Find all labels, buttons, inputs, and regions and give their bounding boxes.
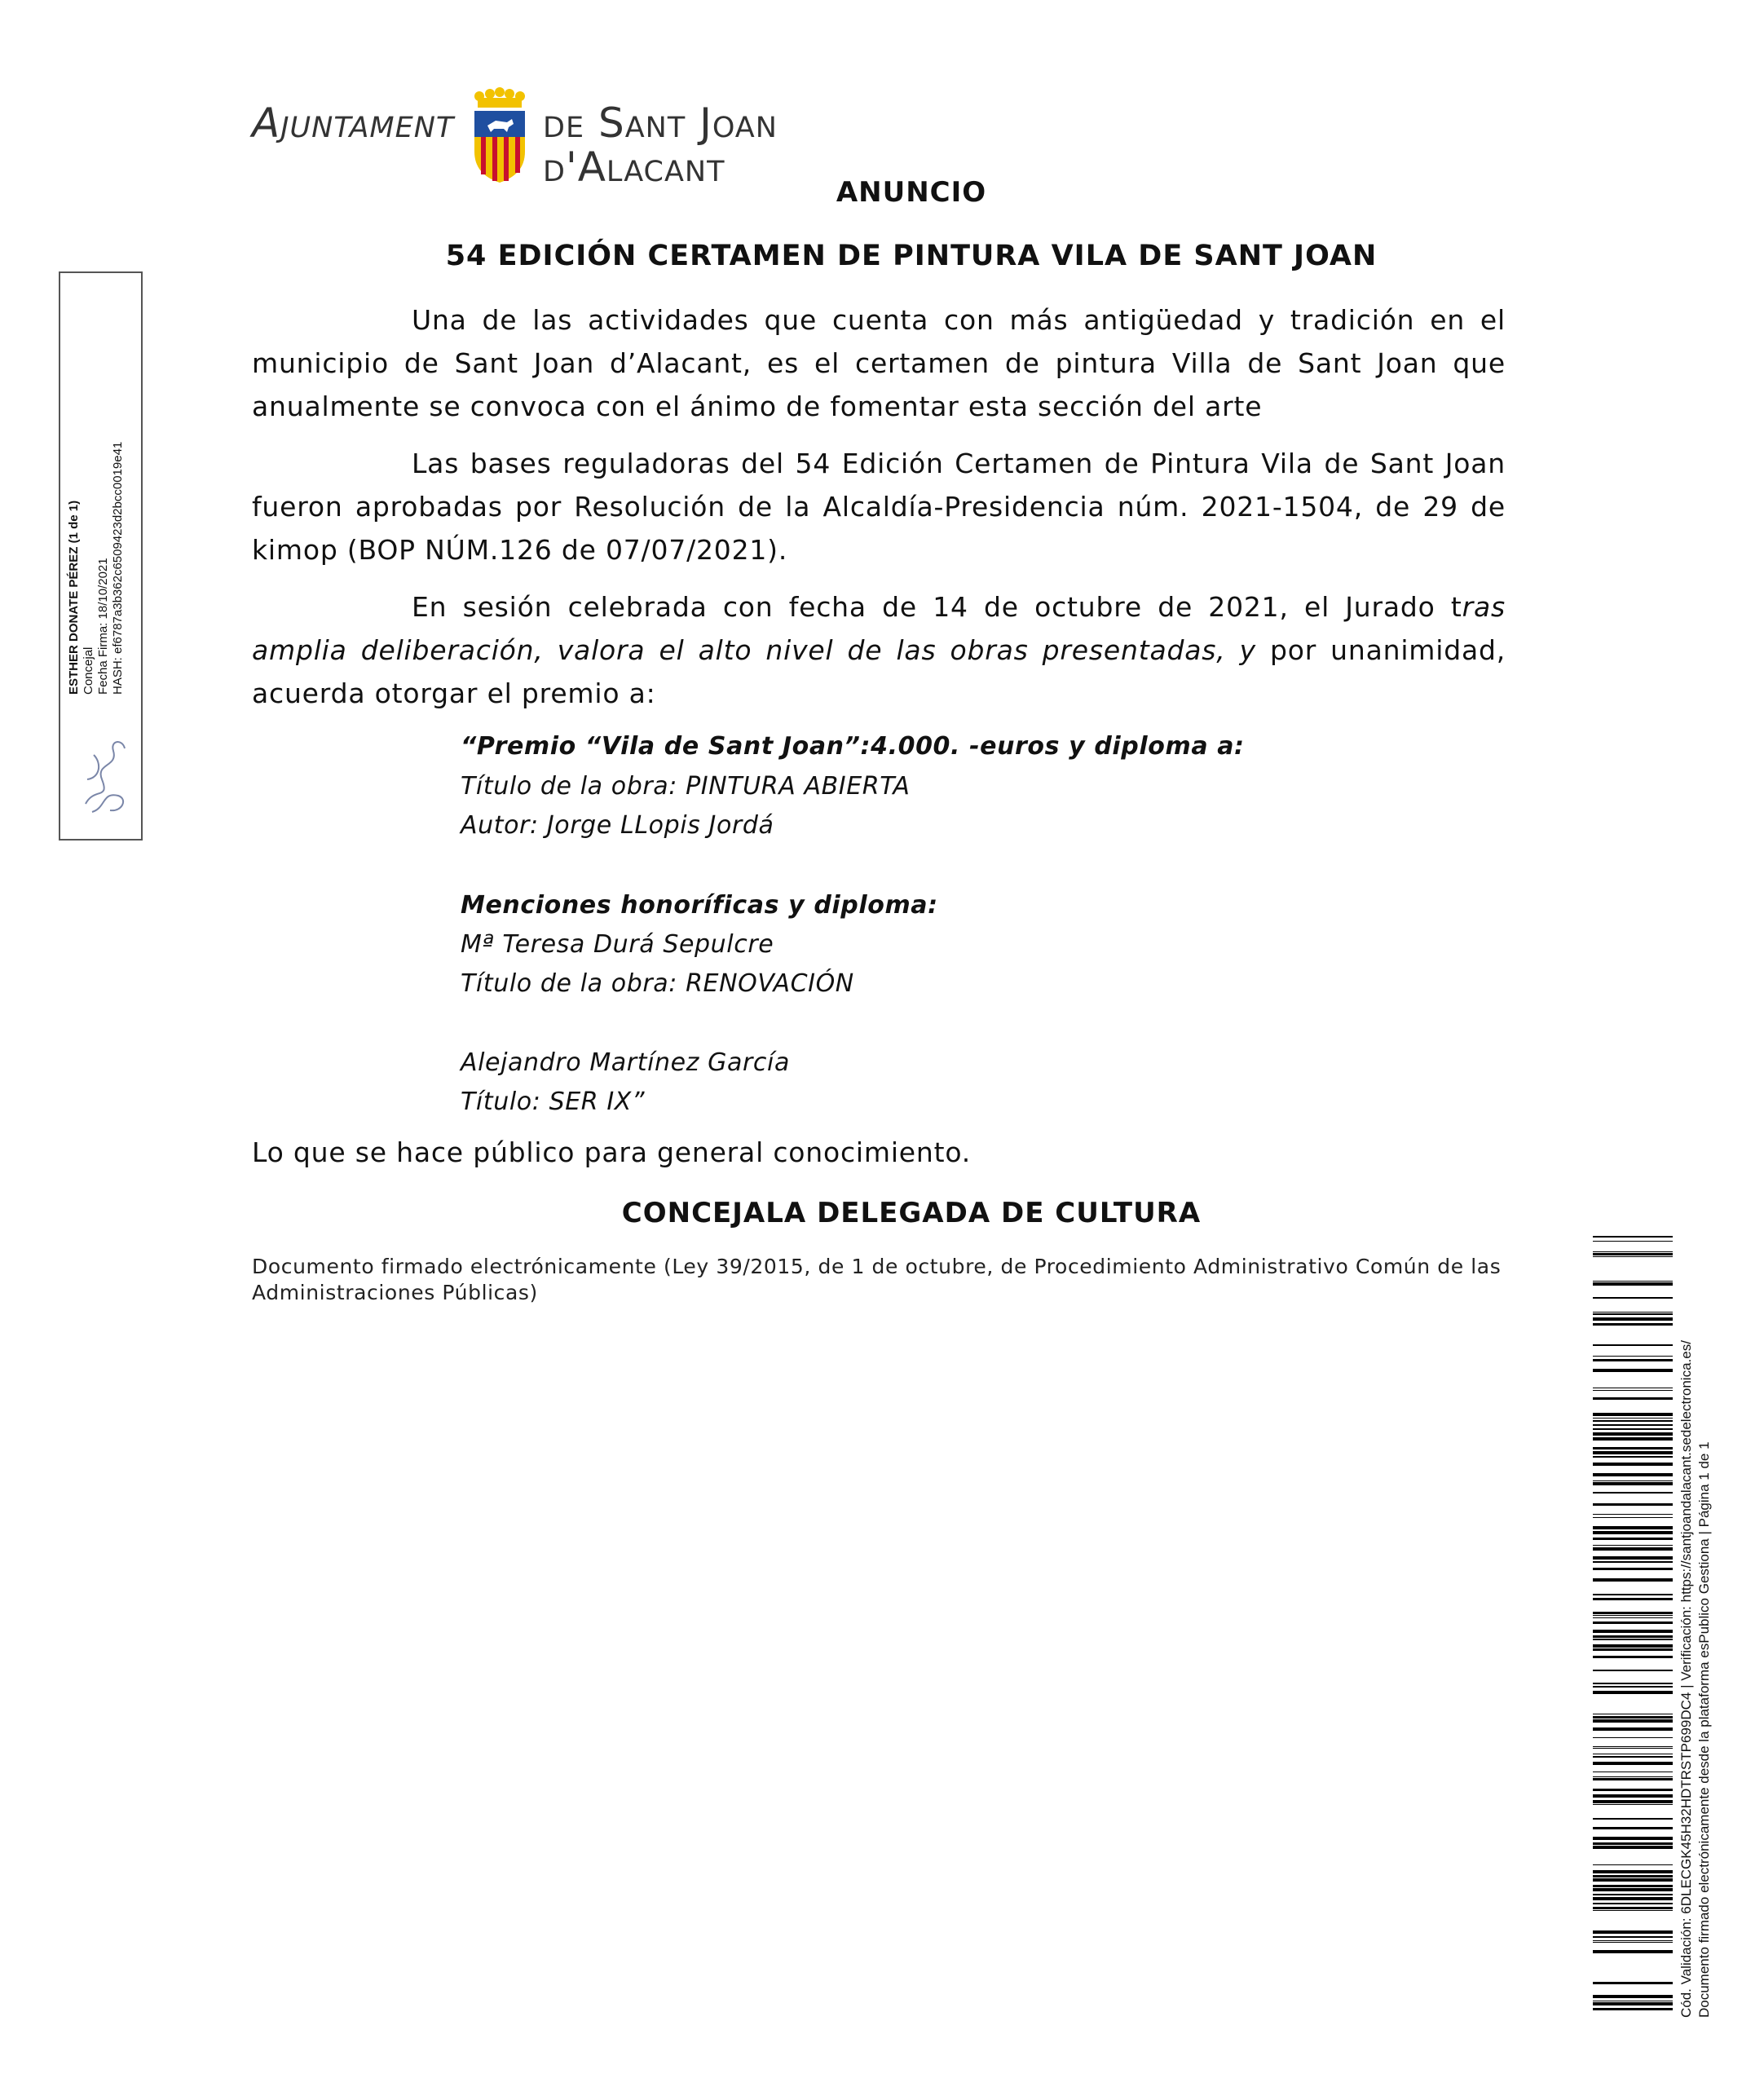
document-title: ANUNCIO xyxy=(836,176,987,209)
verification-platform-line: Documento firmado electrónicamente desde la plataforma esPublico Gestiona | Página 1 de 1 xyxy=(1696,1441,1712,2018)
paragraph-1: Una de las actividades que cuenta con más antigüedad y tradición en el municipio de Sant Joan d’Alacant, es el certamen de pintura Villa de Sant Joan que anualmente se convoca con el ánimo de fomentar esta sección del arte xyxy=(252,304,1506,422)
verification-text xyxy=(1678,1340,1713,2018)
paragraph-2: Las bases reguladoras del 54 Edición Certamen de Pintura Vila de Sant Joan fueron aprobadas por Resolución de la Alcaldía-Presidencia núm. 2021-1504, de 29 de kimop (BOP NÚM.126 de 07/07/2021). xyxy=(252,448,1506,566)
mention-1-work: Título de la obra: RENOVACIÓN xyxy=(461,969,854,998)
paragraph-3-start: En sesión celebrada con fecha de 14 de octubre de 2021, el Jurado t xyxy=(412,591,1462,623)
signature-stamp-text xyxy=(67,442,126,695)
prize-work-title: Título de la obra: PINTURA ABIERTA xyxy=(461,772,911,801)
mentions-heading: Menciones honoríficas y diploma: xyxy=(461,891,938,920)
letterhead-ajuntament: Ajuntament xyxy=(252,99,455,147)
closing-line: Lo que se hace público para general conocimiento. xyxy=(252,1136,972,1168)
handwritten-signature-icon xyxy=(77,730,135,820)
paragraph-3 xyxy=(252,585,1506,715)
electronic-signature-note: Documento firmado electrónicamente (Ley 39/2015, de 1 de octubre, de Procedimiento Administrativo Común de las Administraciones Públicas) xyxy=(252,1255,1502,1304)
mention-2-work: Título: SER IX” xyxy=(461,1088,646,1116)
mention-2-name: Alejandro Martínez García xyxy=(461,1048,790,1077)
prize-author: Autor: Jorge LLopis Jordá xyxy=(461,811,774,840)
letterhead-de-sant-joan: de Sant Joan xyxy=(543,99,778,147)
verification-barcode xyxy=(1593,1236,1673,2010)
mention-1-name: Mª Teresa Durá Sepulcre xyxy=(461,930,774,959)
verification-code-line: Cód. Validación: 6DLECGK45H32HDTRSTP699DC4 | Verificación: https://santjoandalacant.sedelectronica.es/ xyxy=(1678,1340,1694,2018)
paragraph-3-italic: ras amplia deliberación, valora el alto nivel de las obras presentadas, y xyxy=(252,591,1506,666)
letterhead-dalacant: d'Alacant xyxy=(543,143,725,191)
prize-heading: “Premio “Vila de Sant Joan”:4.000. -euros y diploma a: xyxy=(461,732,1245,761)
coat-of-arms-icon xyxy=(471,86,528,184)
paragraph-3-end: por unanimidad, acuerda otorgar el premio a: xyxy=(252,634,1506,709)
signature-date: Fecha Firma: 18/10/2021 xyxy=(96,558,110,695)
signatory-title: CONCEJALA DELEGADA DE CULTURA xyxy=(621,1197,1202,1229)
document-subtitle: 54 EDICIÓN CERTAMEN DE PINTURA VILA DE SANT JOAN xyxy=(445,240,1378,272)
signer-role: Concejal xyxy=(82,646,95,695)
signer-name: ESTHER DONATE PÉREZ (1 de 1) xyxy=(67,500,81,695)
signature-hash: HASH: ef6787a3b362c6509423d2bcc0019e41 xyxy=(111,441,125,695)
